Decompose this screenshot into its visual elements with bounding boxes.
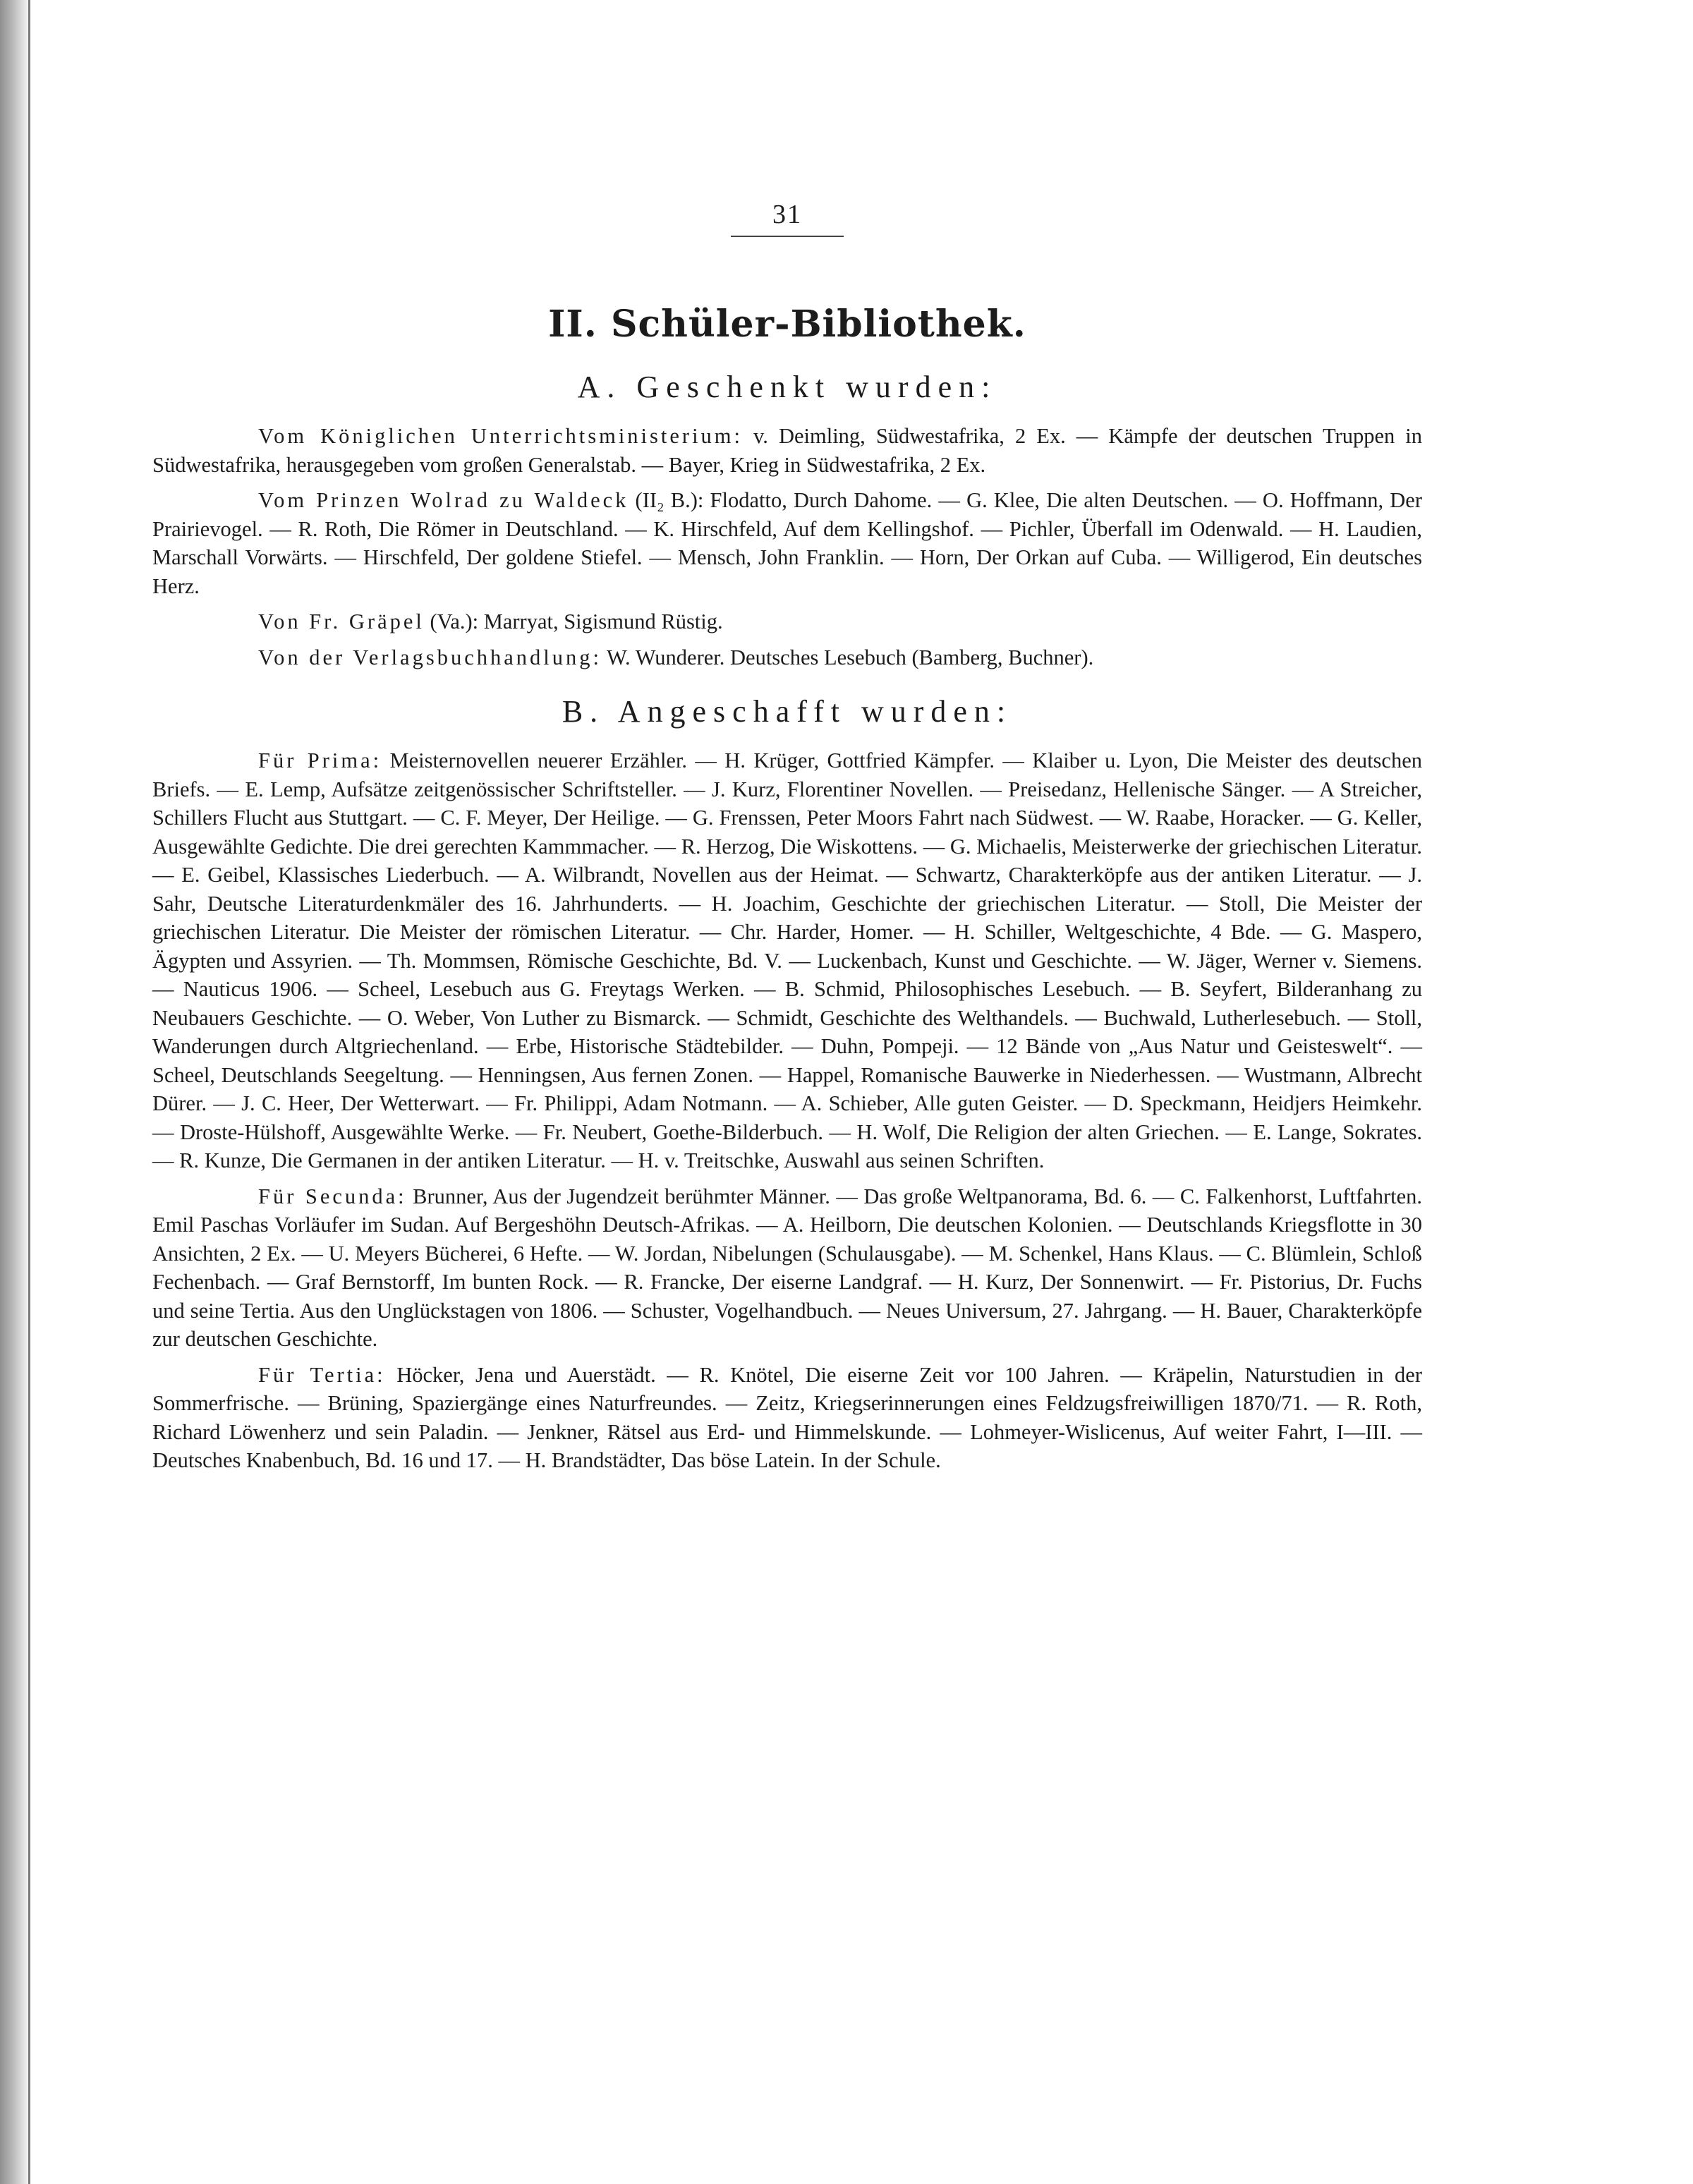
entry-lead: Von der Verlagsbuchhandlung: (258, 645, 602, 669)
page-number: 31 (772, 200, 802, 229)
section-b-entry-secunda (152, 1182, 1422, 1354)
entry-text: Meisternovellen neuerer Erzähler. — H. Krüger, Gottfried Kämpfer. — Klaiber u. Lyon, Die Meister des deutschen Briefs. — E. Lemp, Aufsätze zeitgenössischer Schriftsteller. — J. Kurz, Florentiner Novellen. — Preisedanz, Hellenische Sänger. — A Streicher, Schillers Flucht aus Stuttgart. — C. F. Meyer, Der Heilige. — G. Frenssen, Peter Moors Fahrt nach Südwest. — W. Raabe, Horacker. — G. Keller, Ausgewählte Gedichte. Die drei gerechten Kammmacher. — R. Herzog, Die Wiskottens. — G. Michaelis, Meisterwerke der griechischen Literatur. — E. Geibel, Klassisches Liederbuch. — A. Wilbrandt, Novellen aus der Heimat. — Schwartz, Charakterköpfe aus der antiken Literatur. — J. Sahr, Deutsche Literaturdenkmäler des 16. Jahrhunderts. — H. Joachim, Geschichte der griechischen Literatur. — Stoll, Die Meister der griechischen Literatur. Die Meister der römischen Literatur. — Chr. Harder, Homer. — H. Schiller, Weltgeschichte, 4 Bde. — G. Maspero, Ägypten und Assyrien. — Th. Mommsen, Römische Geschichte, Bd. V. — Luckenbach, Kunst und Geschichte. — W. Jäger, Werner v. Siemens. — Nauticus 1906. — Scheel, Lesebuch aus G. Freytags Werken. — B. Schmid, Philosophisches Lesebuch. — B. Seyfert, Bilderanhang zu Neubauers Geschichte. — O. Weber, Von Luther zu Bismarck. — Schmidt, Geschichte des Welthandels. — Buchwald, Lutherlesebuch. — Stoll, Wanderungen durch Altgriechenland. — Erbe, Historische Städtebilder. — Duhn, Pompeji. — 12 Bände von „Aus Natur und Geisteswelt“. — Scheel, Deutschlands Seegeltung. — Henningsen, Aus fernen Zonen. — Happel, Romanische Bauwerke in Niederhessen. — Wustmann, Albrecht Dürer. — J. C. Heer, Der Wetterwart. — Fr. Philippi, Adam Notmann. — A. Schieber, Alle guten Geister. — D. Speckmann, Heidjers Heimkehr. — Droste-Hülshoff, Ausgewählte Werke. — Fr. Neubert, Goethe-Bilderbuch. — H. Wolf, Die Religion der alten Griechen. — E. Lange, Sokrates. — R. Kunze, Die Germanen in der antiken Literatur. — H. v. Treitschke, Auswahl aus seinen Schriften. (152, 748, 1422, 1172)
section-a-heading: A. Geschenkt wurden: (577, 370, 997, 404)
section-b-heading: B. Angeschafft wurden: (562, 694, 1013, 729)
entry-lead: Vom Prinzen Wolrad zu Waldeck (258, 488, 629, 512)
document-page (152, 198, 1422, 1482)
entry-text: (II₂ B.): Flodatto, Durch Dahome. — G. Klee, Die alten Deutschen. — O. Hoffmann, Der Prairievogel. — R. Roth, Die Römer in Deutschland. — K. Hirschfeld, Auf dem Kellingshof. — Pichler, Überfall im Odenwald. — H. Laudien, Marschall Vorwärts. — Hirschfeld, Der goldene Stiefel. — Mensch, John Franklin. — Horn, Der Orkan auf Cuba. — Willigerod, Ein deutsches Herz. (152, 488, 1422, 598)
section-a-entry (152, 486, 1422, 600)
entry-text: Brunner, Aus der Jugendzeit berühmter Männer. — Das große Weltpanorama, Bd. 6. — C. Falkenhorst, Luftfahrten. Emil Paschas Vorläufer im Sudan. Auf Bergeshöhn Deutsch-Afrikas. — A. Heilborn, Die deutschen Kolonien. — Deutschlands Kriegsflotte in 30 Ansichten, 2 Ex. — U. Meyers Bücherei, 6 Hefte. — W. Jordan, Nibelungen (Schulausgabe). — M. Schenkel, Hans Klaus. — C. Blümlein, Schloß Fechenbach. — Graf Bernstorff, Im bunten Rock. — R. Francke, Der eiserne Landgraf. — H. Kurz, Der Sonnenwirt. — Fr. Pistorius, Dr. Fuchs und seine Tertia. Aus den Unglückstagen von 1806. — Schuster, Vogelhandbuch. — Neues Universum, 27. Jahrgang. — H. Bauer, Charakterköpfe zur deutschen Geschichte. (152, 1184, 1422, 1351)
entry-lead: Für Secunda: (258, 1184, 407, 1208)
binding-line (28, 0, 30, 2184)
page-title: II. Schüler-Bibliothek. (548, 303, 1026, 346)
binding-shadow (0, 0, 31, 2184)
section-a-entry (152, 607, 1422, 636)
entry-text: Höcker, Jena und Auerstädt. — R. Knötel, Die eiserne Zeit vor 100 Jahren. — Kräpelin, Naturstudien in der Sommerfrische. — Brüning, Spaziergänge eines Naturfreundes. — Zeitz, Kriegserinnerungen eines Feldzugsfreiwilligen 1870/71. — R. Roth, Richard Löwenherz und sein Paladin. — Jenkner, Rätsel aus Erd- und Himmelskunde. — Lohmeyer-Wislicenus, Auf weiter Fahrt, I—III. — Deutsches Knabenbuch, Bd. 16 und 17. — H. Brandstädter, Das böse Latein. In der Schule. (152, 1362, 1422, 1472)
entry-lead: Vom Königlichen Unterrichtsministerium: (258, 424, 743, 448)
entry-text: (Va.): Marryat, Sigismund Rüstig. (424, 609, 723, 633)
entry-lead: Von Fr. Gräpel (258, 609, 425, 633)
entry-lead: Für Tertia: (258, 1362, 386, 1387)
section-b-entry-prima (152, 746, 1422, 1175)
section-a-entry (152, 422, 1422, 479)
entry-text: v. Deimling, Südwestafrika, 2 Ex. — Kämpfe der deutschen Truppen in Südwestafrika, herausgegeben vom großen Generalstab. — Bayer, Krieg in Südwestafrika, 2 Ex. (152, 424, 1422, 477)
page-number-rule (731, 236, 844, 237)
section-b-entry-tertia (152, 1361, 1422, 1475)
entry-text: W. Wunderer. Deutsches Lesebuch (Bamberg, Buchner). (601, 645, 1094, 669)
entry-lead: Für Prima: (258, 748, 382, 772)
section-a-entry (152, 643, 1422, 672)
